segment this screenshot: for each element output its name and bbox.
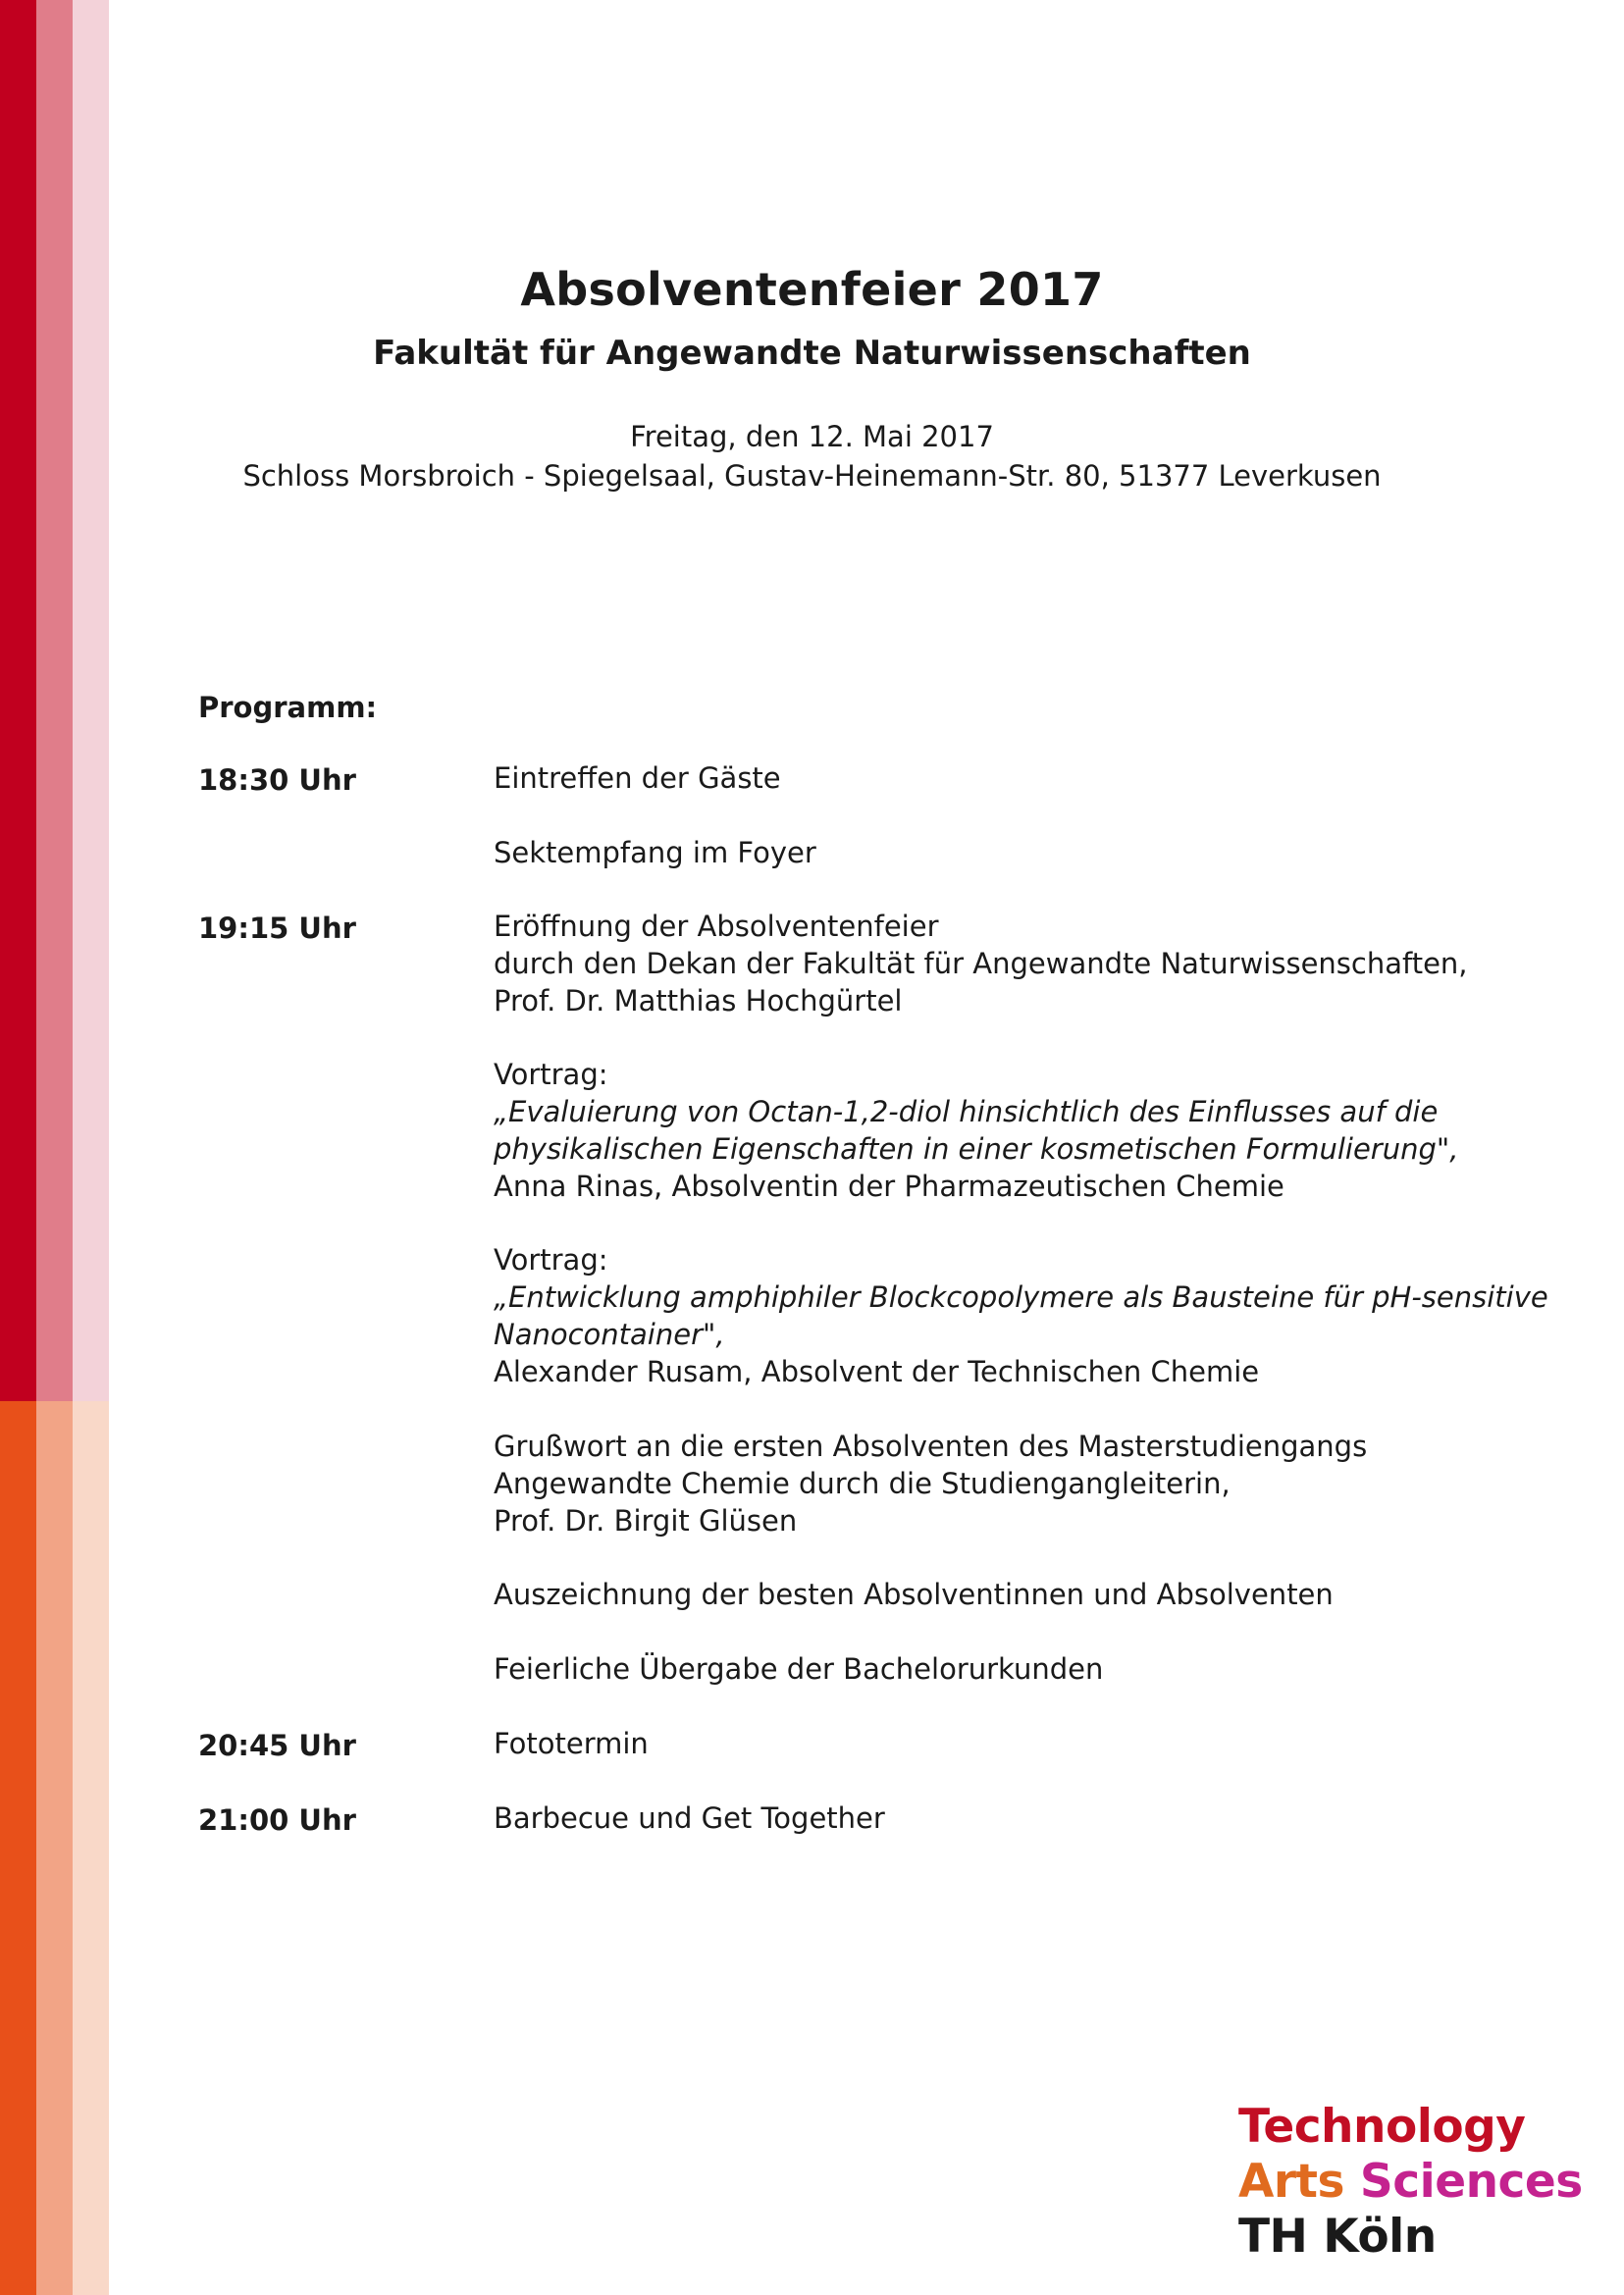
stripe-light-pink: [73, 0, 109, 1401]
document-title: Absolventenfeier 2017: [520, 263, 1104, 316]
item-certificates: Feierliche Übergabe der Bachelorurkunden: [494, 1652, 1104, 1686]
logo-technology: Technology: [1238, 2100, 1526, 2154]
stripe-light-orange: [73, 1401, 109, 2295]
time-2100: 21:00 Uhr: [198, 1803, 356, 1837]
item-arrival: Eintreffen der Gäste: [494, 761, 781, 795]
item-opening: [494, 908, 1534, 1019]
stripe-medium-pink: [36, 0, 73, 1401]
opening-line: Prof. Dr. Matthias Hochgürtel: [494, 984, 903, 1017]
faculty-subtitle: Fakultät für Angewandte Naturwissenschaften: [373, 334, 1251, 373]
item-photo: Fototermin: [494, 1727, 649, 1760]
opening-line: durch den Dekan der Fakultät für Angewandte Naturwissenschaften,: [494, 947, 1468, 980]
time-1830: 18:30 Uhr: [198, 763, 356, 797]
opening-line: Eröffnung der Absolventenfeier: [494, 910, 939, 943]
greeting-line: Angewandte Chemie durch die Studiengangleiterin,: [494, 1467, 1231, 1500]
time-2045: 20:45 Uhr: [198, 1729, 356, 1762]
event-venue: Schloss Morsbroich - Spiegelsaal, Gustav-Heinemann-Str. 80, 51377 Leverkusen: [242, 459, 1382, 493]
talk-label: Vortrag:: [494, 1243, 608, 1277]
time-1915: 19:15 Uhr: [198, 912, 356, 945]
program-heading: Programm:: [198, 691, 378, 724]
talk-label: Vortrag:: [494, 1058, 608, 1091]
stripe-medium-orange: [36, 1401, 73, 2295]
logo-th-koeln: TH Köln: [1238, 2210, 1437, 2264]
talk-title-line: physikalischen Eigenschaften in einer kosmetischen Formulierung",: [494, 1132, 1459, 1166]
item-barbecue: Barbecue und Get Together: [494, 1801, 885, 1835]
greeting-line: Prof. Dr. Birgit Glüsen: [494, 1504, 798, 1538]
talk-title-line: „Evaluierung von Octan-1,2-diol hinsichtlich des Einflusses auf die: [494, 1095, 1439, 1128]
stripe-dark-red: [0, 0, 36, 1401]
greeting-line: Grußwort an die ersten Absolventen des Masterstudiengangs: [494, 1430, 1368, 1463]
item-reception: Sektempfang im Foyer: [494, 836, 816, 869]
item-greeting: [494, 1428, 1534, 1539]
item-talk-1: [494, 1056, 1534, 1205]
talk-title-line: „Entwicklung amphiphiler Blockcopolymere als Bausteine für pH-sensitive: [494, 1280, 1548, 1314]
item-awards: Auszeichnung der besten Absolventinnen und Absolventen: [494, 1578, 1334, 1611]
event-date: Freitag, den 12. Mai 2017: [630, 420, 994, 453]
talk-speaker: Anna Rinas, Absolventin der Pharmazeutischen Chemie: [494, 1170, 1284, 1203]
item-talk-2: [494, 1241, 1548, 1390]
th-koeln-logo: [1238, 2100, 1583, 2265]
talk-speaker: Alexander Rusam, Absolvent der Technischen Chemie: [494, 1355, 1260, 1388]
stripe-dark-orange: [0, 1401, 36, 2295]
logo-arts-sciences: Arts Sciences: [1238, 2155, 1583, 2209]
talk-title-line: Nanocontainer",: [494, 1318, 725, 1351]
